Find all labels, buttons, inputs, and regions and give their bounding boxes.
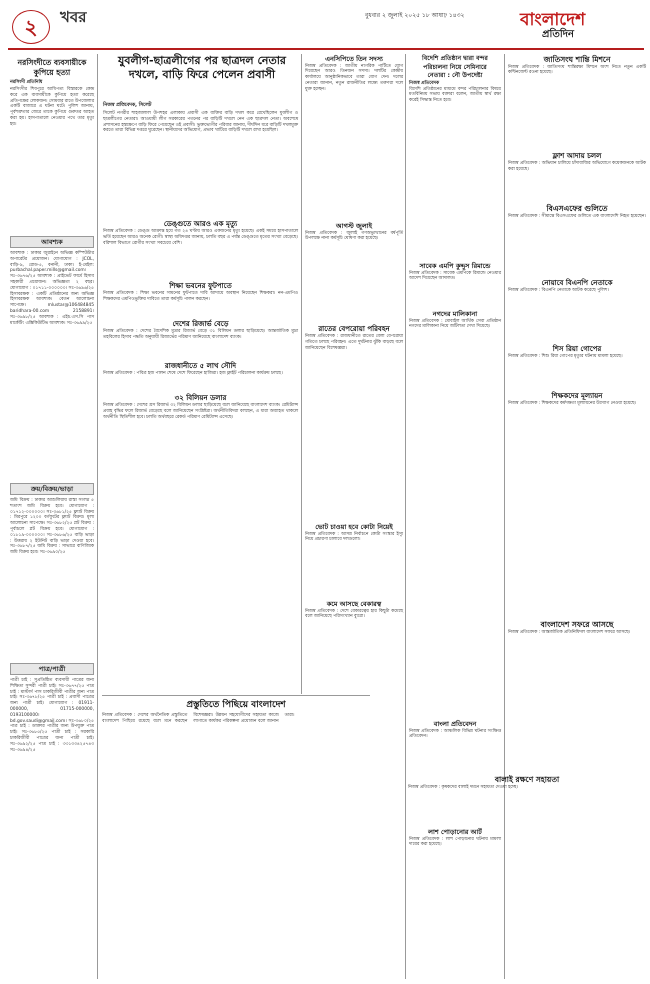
right-s4-title: নোয়াবে বিএনপি নেতাকে xyxy=(541,279,613,287)
right-center-sub3-body: নিজস্ব প্রতিবেদক : আঞ্চলিক বিভিন্ন ঘটনার সংক্ষিপ্ত প্রতিবেদন। xyxy=(409,728,501,740)
main-sub1-body: নিজস্ব প্রতিবেদক : ডেঙ্গু আক্রান্ত হয়ে গত ২৪ ঘণ্টায় আরও একজনের মৃত্যু হয়েছে। একই সময়ে হাসপাতালে ভর্তি হয়েছেন আরও অনেক রোগী। স্বাস্থ্য অধিদপ্তর জানায়, চলতি বছর এ পর্যন্ত ডেঙ্গুতে মৃতের সংখ্যা বেড়েছে। বরিশাল বিভাগে রোগীর সংখ্যা সবচেয়ে বেশি। xyxy=(103,229,298,246)
main-headline xyxy=(102,54,302,102)
right-center-sub3-title: বাংলা প্রতিবেদন xyxy=(433,720,477,728)
matrimonial-box-body: পাত্রী চাই : সুপ্রতিষ্ঠিত ব্যবসায়ী পাত্রের জন্য শিক্ষিতা সুন্দরী পাত্রী চাই। সঃ-৩৬৭৭/২৫ পাত্র চাই : মাস্টার্স পাস চাকরিজীবী পাত্রীর জন্য পাত্র চাই। সঃ-৩৬৭৮/২৫ পাত্রী চাই : প্রবাসী পাত্রের জন্য পাত্রী চাই। যোগাযোগ : 01911-000000, 01715-000000, 0193100000। bd.gov.saudi@gmail.com। সঃ-৩৬৮০/২৫ পাত্র চাই : ডাক্তার পাত্রীর জন্য উপযুক্ত পাত্র চাই। সঃ-৩৬৮৫/২৫ পাত্রী চাই : সরকারি চাকরিজীবী পাত্রের জন্য পাত্রী চাই। সঃ-৩৬৯২/২৫ পাত্র চাই : ৩৩১৩৩৪২৫৭৪৩ সঃ-৩৬৯৪/২৫ xyxy=(10,678,94,753)
main-sub4-title: রাজধানীতে ৫ লাখ সৌদি xyxy=(164,362,237,370)
right-center-title: বিদেশি প্রতিষ্ঠান দ্বারা বন্দর পরিচালনা নিয়ে সেমিনারে xyxy=(422,55,488,71)
matrimonial-box-title: পাত্র/পাত্রী xyxy=(10,663,94,675)
right-story-1 xyxy=(508,55,646,150)
right-story-7 xyxy=(508,620,646,720)
classified-box-title: আবশ্যক xyxy=(10,236,94,248)
right-s2-title: ফ্লাশ আদায় চলল xyxy=(552,152,602,160)
main-sub-story-5 xyxy=(103,394,298,689)
right-center-sub-story-1 xyxy=(409,262,501,312)
main-sub3-body: নিজস্ব প্রতিবেদক : দেশের বৈদেশিক মুদ্রার রিজার্ভ বেড়ে ৩১ বিলিয়ন ডলার ছাড়িয়েছে। আন্তর্জাতিক মুদ্রা তহবিলের হিসাব পদ্ধতি অনুযায়ী রিজার্ভের পরিমাণ জানিয়েছে বাংলাদেশ ব্যাংক। xyxy=(103,329,298,340)
left-lead-byline: নরসিংদী প্রতিনিধি xyxy=(10,80,43,85)
right-s7-title: বাংলাদেশ সফরে আসছে xyxy=(540,620,614,629)
page-number-badge xyxy=(12,10,50,44)
main-sub-story-3 xyxy=(103,320,298,360)
left-lead-body: নরসিংদীর শিবপুরে আধিপত্য বিস্তারকে কেন্দ্র করে এক ব্যবসায়ীকে কুপিয়ে হত্যা করেছে প্রতিপক্ষের লোকজন। সোমবার রাতে উপজেলার একটি বাজারে এ ঘটনা ঘটে। পুলিশ জানায়, পূর্বশত্রুতার জেরে তাকে কুপিয়ে গুরুতর আহত করা হয়। হাসপাতালে নেওয়ার পথে তার মৃত্যু হয়। xyxy=(10,87,94,127)
right-s8-title: বালাই রক্ষণে সহায়তা xyxy=(494,775,560,784)
buy-sell-box-body: জমি বিক্রয় : ঢাকার আশুলিয়ায় রাস্তা সংলগ্ন ৫ শতাংশ জমি বিক্রয় হবে। যোগাযোগ : ০১৭১২-০০০০০০। সঃ-৩৬৮১/২৫ ফ্ল্যাট বিক্রয় : মিরপুরে ১২০০ বর্গফুটের ফ্ল্যাট বিক্রয়। মূল্য আলোচনা সাপেক্ষে। সঃ-৩৬৮২/২৫ প্লট বিক্রয় : পূর্বাচলে প্লট বিক্রয় হবে। যোগাযোগ : ০১৮১৯-০০০০০০। সঃ-৩৬৮৬/২৫ বাড়ি ভাড়া : উত্তরায় ২ ইউনিট বাড়ি ভাড়া দেওয়া হবে। সঃ-৩৬৮৭/২৫ জমি বিক্রয় : সাভারে বাণিজ্যিক জমি বিক্রয় হবে। সঃ-৩৬৯০/২৫ xyxy=(10,498,94,556)
main-sub2-body: নিজস্ব প্রতিবেদক : শিক্ষা ভবনের সামনের ফুটপাতে দাবি আদায়ে অবস্থান নিয়েছেন শিক্ষকরা। নন-এমপিও শিক্ষকদের এমপিওভুক্তির দাবিতে তারা কর্মসূচি পালন করছেন। xyxy=(103,291,298,302)
classified-box-body: আবশ্যক : ঢাকার জুরাইনে অভিজ্ঞ কম্পিউটার অপারেটর প্রয়োজন। যোগাযোগ : JCOL, বাড়ি-৯, রোড-৫, বনানী, ঢাকা। ই-মেইল: purbachal.paper.mills@gmail.com। সঃ-৩৬৭৬/২৫ আবশ্যক : প্রাইভেট ফার্মে হিসাব সহকারী প্রয়োজন। অভিজ্ঞতা ২ বছর। যোগাযোগ : ০১৭১১-০০০০০০। সঃ-৩৬৯৬/২৫ হিসাবরক্ষক : একটি প্রতিষ্ঠানের জন্য অভিজ্ঞ হিসাবরক্ষক আবশ্যক। বেতন আলোচনা সাপেক্ষে। mlustar@106484845 baridhara-00.com 2158891। সঃ-৩৬৯৮/২৫ আবশ্যক : এইচ.এস.সি পাস মার্কেটিং এক্সিকিউটিভ আবশ্যক। সঃ-৩৬৯৯/২৫ xyxy=(10,251,94,326)
right-s8-body: নিজস্ব প্রতিবেদক : কৃষকদের বালাই দমনে সহায়তা দেওয়া হচ্ছে। xyxy=(408,784,518,790)
right-story-8 xyxy=(408,775,646,980)
right-s6-title: শিক্ষকদের মূল্যায়ন xyxy=(551,392,603,400)
center-sub2-title: রাতের বেপরোয়া পরিবহন xyxy=(318,325,390,333)
right-s1-body: নিজস্ব প্রতিবেদক : জাতিসংঘ শান্তিরক্ষা মিশনে অংশ নিতে নতুন একটি কন্টিনজেন্ট রওনা হয়েছে। xyxy=(508,64,646,76)
right-story-6 xyxy=(508,392,646,612)
page-number: ২ xyxy=(24,15,38,39)
bottom-story xyxy=(102,699,370,979)
logo-sub-text: প্রতিদিন xyxy=(542,28,574,40)
right-s3-title: বিএসএফের গুলিতে xyxy=(546,204,608,213)
center-sub-story-1 xyxy=(305,222,403,262)
left-lead-headline: নরসিংদীতে ব্যবসায়ীকে কুপিয়ে হত্যা xyxy=(17,58,87,77)
main-sub1-title: ডেঙ্গুতে আরও এক মৃত্যু xyxy=(163,220,238,228)
center-top-title: এনসিপিতে তিন সদস্য xyxy=(325,55,383,63)
center-sub4-title: কমে আসছে বেকারত্ব xyxy=(326,600,382,608)
main-sub4-body: নিজস্ব প্রতিবেদক : পবিত্র হজ পালন শেষে দেশে ফিরেছেন হাজিরা। হজ ফ্লাইট পরিচালনা কার্যক্রম চলছে। xyxy=(103,371,283,376)
right-center-sub1-body: নিজস্ব প্রতিবেদক : সাবেক এমপিকে রিমান্ডে নেওয়ার আদেশ দিয়েছেন আদালত। xyxy=(409,270,501,282)
center-sub-story-3 xyxy=(305,523,403,583)
right-s5-title: শিস রিয়া গোপের xyxy=(552,345,602,353)
bottom-story-body: নিজস্ব প্রতিবেদক : দেশের অর্থনৈতিক প্রস্তুতিতে বাংলাদেশ পিছিয়ে রয়েছে বলে মনে করছেন বিশেষজ্ঞরা। উন্নয়ন সহযোগীদের সহায়তা কাজে লাগাতে কার্যকর পরিকল্পনা প্রয়োজন বলে জানান তারা। xyxy=(102,713,295,724)
main-sub-story-1 xyxy=(103,220,298,282)
right-story-4 xyxy=(508,279,646,339)
right-s5-body: নিজস্ব প্রতিবেদক : শিশু রিয়া গোপের মৃত্যুর ঘটনায় মামলা হয়েছে। xyxy=(508,354,623,359)
center-sub-story-2 xyxy=(305,325,403,395)
center-sub-story-4 xyxy=(305,600,403,690)
buy-sell-box-title: ক্রয়/বিক্রয়/ভাড়া xyxy=(10,483,94,495)
right-center-byline: নিজস্ব প্রতিবেদক xyxy=(409,80,440,86)
main-sub-story-2 xyxy=(103,282,298,319)
right-s7-body: নিজস্ব প্রতিবেদক : আন্তর্জাতিক প্রতিনিধিদল বাংলাদেশ সফরে আসছে। xyxy=(508,629,631,635)
main-sub-story-4 xyxy=(103,362,298,395)
bottom-section-rule xyxy=(102,695,370,696)
right-s4-body: নিজস্ব প্রতিবেদক : বিএনপি নেতাকে আটক করেছে পুলিশ। xyxy=(508,288,609,293)
right-s6-body: নিজস্ব প্রতিবেদক : শিক্ষকদের কর্মদক্ষতা মূল্যায়নের উদ্যোগ নেওয়া হয়েছে। xyxy=(508,401,637,406)
center-sub2-body: নিজস্ব প্রতিবেদক : রাজধানীতে রাতের বেলা বেপরোয়া গতিতে চলছে পরিবহন। এতে দুর্ঘটনার ঝুঁকি বাড়ছে বলে জানিয়েছেন বিশেষজ্ঞরা। xyxy=(305,334,403,351)
column-divider xyxy=(301,54,302,694)
issue-date: বুধবার ২ জুলাই ২০২৫ ১৮ আষাঢ় ১৪৩২ xyxy=(365,12,465,19)
right-story-2 xyxy=(508,152,646,190)
center-sub3-title: ভোট চাওয়া হবে কোটা নিয়েই xyxy=(315,523,393,531)
column-divider xyxy=(405,54,406,979)
right-center-body: বিদেশি প্রতিষ্ঠানের মাধ্যমে বন্দর পরিচালনার বিষয়ে মতবিনিময় সভায় বক্তারা বলেন, জাতীয় স্বার্থ রক্ষা করেই সিদ্ধান্ত নিতে হবে। xyxy=(409,86,501,104)
right-story-5 xyxy=(508,345,646,390)
right-center-sub4-body: নিজস্ব প্রতিবেদক : লাশ পোড়ানোর ঘটনায় মামলা দায়ের করা হয়েছে। xyxy=(409,836,501,848)
main-body: সিলেট নগরীর শাহজালাল উপশহর এলাকায় প্রবাসী এক ব্যক্তির বাড়ি দখল করে রেখেছিলেন যুবলীগ ও ছাত্রলীগের নেতারা। আওয়ামী লীগ সরকারের পতনের পর বাড়িটি দখলে নেন এক ছাত্রদল নেতা। অবশেষে প্রশাসনের হস্তক্ষেপে বাড়ি ফিরে পেয়েছেন ওই প্রবাসী। ভুক্তভোগীর পরিবার জানায়, দীর্ঘদিন ধরে বাড়িটি দখলমুক্ত করতে তারা বিভিন্ন দপ্তরে ঘুরেছেন। স্থানীয়দের অভিযোগ, প্রভাব খাটিয়ে বাড়িটি দখলে রাখা হয়েছিল। xyxy=(103,111,298,134)
main-sub2-title: শিক্ষা ভবনের ফুটপাতে xyxy=(169,282,232,290)
main-sub3-title: দেশের রিজার্ভ বেড়ে xyxy=(172,320,229,328)
right-center-sub1-title: সাবেক এমপি কুদ্দুস রিমান্ডে xyxy=(419,262,491,270)
right-center-sub2-title: নগদের মালিকানা xyxy=(432,310,478,318)
right-center-top-story xyxy=(409,55,501,155)
right-story-3 xyxy=(508,204,646,274)
right-center-sub-story-2 xyxy=(409,310,501,610)
right-s2-body: নিজস্ব প্রতিবেদক : অভিযান চালিয়ে চাঁদাবাজির অভিযোগে কয়েকজনকে আটক করা হয়েছে। xyxy=(508,161,646,172)
center-sub1-title: আগস্ট জুলাই xyxy=(336,222,372,230)
center-sub3-body: নিজস্ব প্রতিবেদক : আসন্ন নির্বাচনে কোটা সংস্কার ইস্যু নিয়ে প্রচারণা চালাবে দলগুলো। xyxy=(305,531,403,543)
right-s3-body: নিজস্ব প্রতিবেদক : সীমান্তে বিএসএফের গুলিতে এক বাংলাদেশি নিহত হয়েছেন। xyxy=(508,213,646,219)
header-rule xyxy=(8,48,644,50)
main-headline-line1: যুবলীগ-ছাত্রলীগের পর ছাত্রদল নেতার xyxy=(118,54,286,67)
masthead-logo xyxy=(520,5,645,45)
column-divider xyxy=(97,54,98,979)
section-title: খবর xyxy=(60,8,87,26)
main-sub5-title: ৩২ বিলিয়ন ডলার xyxy=(174,394,227,402)
right-center-sub2-body: নিজস্ব প্রতিবেদক : মোবাইল আর্থিক সেবা প্রতিষ্ঠান নগদের মালিকানা নিয়ে জটিলতা দেখা দিয়েছে। xyxy=(409,318,501,330)
main-sub5-body: নিজস্ব প্রতিবেদক : দেশের গ্রস রিজার্ভ ৩২ বিলিয়ন ডলার ছাড়িয়েছে বলে জানিয়েছে বাংলাদেশ ব্যাংক। রেমিট্যান্স প্রবাহ বৃদ্ধির ফলে রিজার্ভ বেড়েছে বলে জানিয়েছেন সংশ্লিষ্টরা। অর্থনীতিবিদরা বলছেন, এ ধারা অব্যাহত থাকলে অর্থনীতি স্থিতিশীল হবে। চলতি অর্থবছরে রেকর্ড পরিমাণ রেমিট্যান্স এসেছে। xyxy=(103,403,298,420)
bottom-story-title: প্রস্তুতিতে পিছিয়ে বাংলাদেশ xyxy=(186,700,286,710)
right-s1-title: জাতিসংঘ শান্তি মিশনে xyxy=(543,55,611,64)
center-sub4-body: নিজস্ব প্রতিবেদক : দেশে বেকারত্বের হার কিছুটা কমেছে বলে জানিয়েছে পরিসংখ্যান ব্যুরো। xyxy=(305,608,403,620)
center-top-story xyxy=(305,55,403,150)
center-sub1-body: নিজস্ব প্রতিবেদক : জুলাই গণঅভ্যুত্থানের বর্ষপূর্তি উপলক্ষে নানা কর্মসূচি ঘোষণা করা হয়েছে। xyxy=(305,230,403,242)
left-lead-story xyxy=(10,58,94,138)
main-headline-line2: দখলে, বাড়ি ফিরে পেলেন প্রবাসী xyxy=(128,68,276,81)
right-center-subtitle: নেতারা : নৌ উপদেষ্টা xyxy=(427,72,483,79)
main-byline: নিজস্ব প্রতিবেদক, সিলেট xyxy=(103,103,152,108)
right-center-sub4-title: লাশ পোড়ানোর আর্ট xyxy=(428,828,482,836)
logo-main-text: বাংলাদেশ xyxy=(520,9,586,30)
center-top-body: নিজস্ব প্রতিবেদক : জাতীয় নাগরিক পার্টিতে যোগ দিয়েছেন আরও তিনজন সদস্য। দলটির কেন্দ্রীয় কার্যালয়ে আনুষ্ঠানিকভাবে তারা যোগ দেন। দলের নেতারা জানান, নতুন রাজনীতির লক্ষ্যে তরুণরা দলে যুক্ত হচ্ছেন। xyxy=(305,63,403,92)
